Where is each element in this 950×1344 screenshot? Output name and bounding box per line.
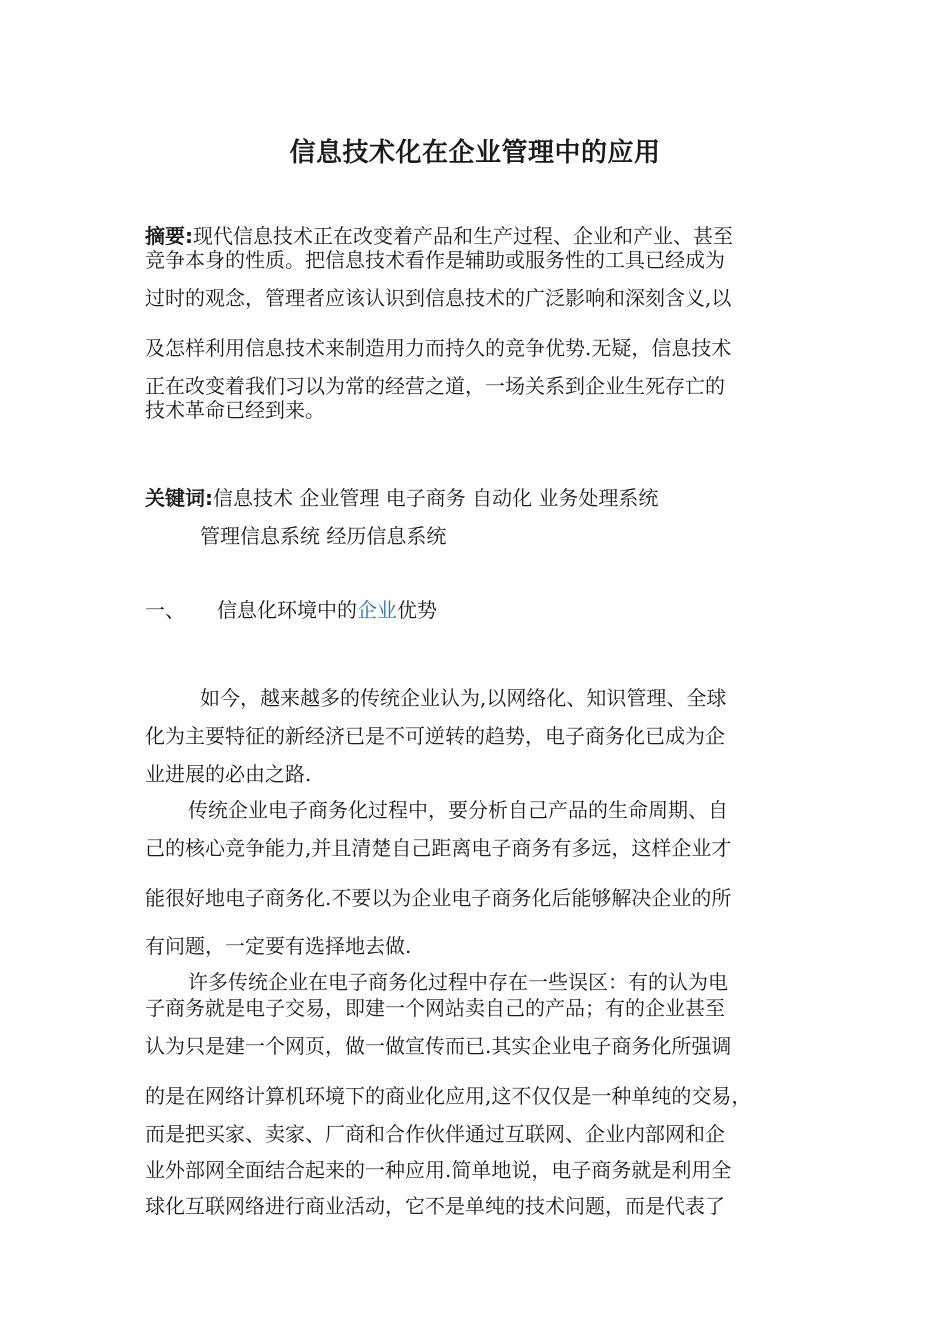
keywords-line-1 xyxy=(145,484,658,512)
section-heading xyxy=(145,596,437,624)
abstract-line-4: 及怎样利用信息技术来制造用力而持久的竞争优势.无疑，信息技术 xyxy=(145,336,732,360)
paragraph-3-line-5: 而是把买家、卖家、厂商和合作伙伴通过互联网、企业内部网和企 xyxy=(145,1122,725,1146)
abstract-line-6: 技术革命已经到来。 xyxy=(145,398,325,422)
section-title-link[interactable]: 企业 xyxy=(357,598,397,622)
keywords-line-2: 管理信息系统 经历信息系统 xyxy=(200,524,447,548)
keywords-text: 信息技术 企业管理 电子商务 自动化 业务处理系统 xyxy=(213,486,659,510)
section-title-part-2: 优势 xyxy=(397,598,437,622)
abstract-line-5: 正在改变着我们习以为常的经营之道，一场关系到企业生死存亡的 xyxy=(145,374,725,398)
paragraph-1-line-3: 业进展的必由之路. xyxy=(145,762,312,786)
paragraph-2-line-4: 有问题，一定要有选择地去做. xyxy=(145,934,412,958)
keywords-label: 关键词: xyxy=(145,486,213,510)
paragraph-2-line-3: 能很好地电子商务化.不要以为企业电子商务化后能够解决企业的所 xyxy=(145,886,732,910)
paragraph-3-line-1: 许多传统企业在电子商务化过程中存在一些误区：有的认为电 xyxy=(188,970,728,994)
paragraph-1-line-2: 化为主要特征的新经济已是不可逆转的趋势，电子商务化已成为企 xyxy=(145,724,725,748)
document-title: 信息技术化在企业管理中的应用 xyxy=(289,138,661,168)
paragraph-3-line-4: 的是在网络计算机环境下的商业化应用,这不仅仅是一种单纯的交易， xyxy=(145,1084,752,1108)
paragraph-3-line-2: 子商务就是电子交易，即建一个网站卖自己的产品；有的企业甚至 xyxy=(145,996,725,1020)
abstract-line-3: 过时的观念，管理者应该认识到信息技术的广泛影响和深刻含义,以 xyxy=(145,286,732,310)
section-number: 一、 xyxy=(145,598,185,622)
abstract-label: 摘要: xyxy=(145,224,193,248)
paragraph-2-line-1: 传统企业电子商务化过程中，要分析自己产品的生命周期、自 xyxy=(188,798,728,822)
paragraph-3-line-6: 业外部网全面结合起来的一种应用.简单地说，电子商务就是利用全 xyxy=(145,1158,732,1182)
paragraph-2-line-2: 己的核心竞争能力,并且清楚自己距离电子商务有多远，这样企业才 xyxy=(145,836,732,860)
abstract-line-2: 竞争本身的性质。把信息技术看作是辅助或服务性的工具已经成为 xyxy=(145,248,725,272)
abstract-text: 现代信息技术正在改变着产品和生产过程、企业和产业、甚至 xyxy=(193,224,733,248)
paragraph-3-line-3: 认为只是建一个网页，做一做宣传而已.其实企业电子商务化所强调 xyxy=(145,1034,732,1058)
section-title-part-1: 信息化环境中的 xyxy=(217,598,357,622)
paragraph-3-line-7: 球化互联网络进行商业活动，它不是单纯的技术问题，而是代表了 xyxy=(145,1194,725,1218)
paragraph-1-line-1: 如今，越来越多的传统企业认为,以网络化、知识管理、全球 xyxy=(200,686,727,710)
